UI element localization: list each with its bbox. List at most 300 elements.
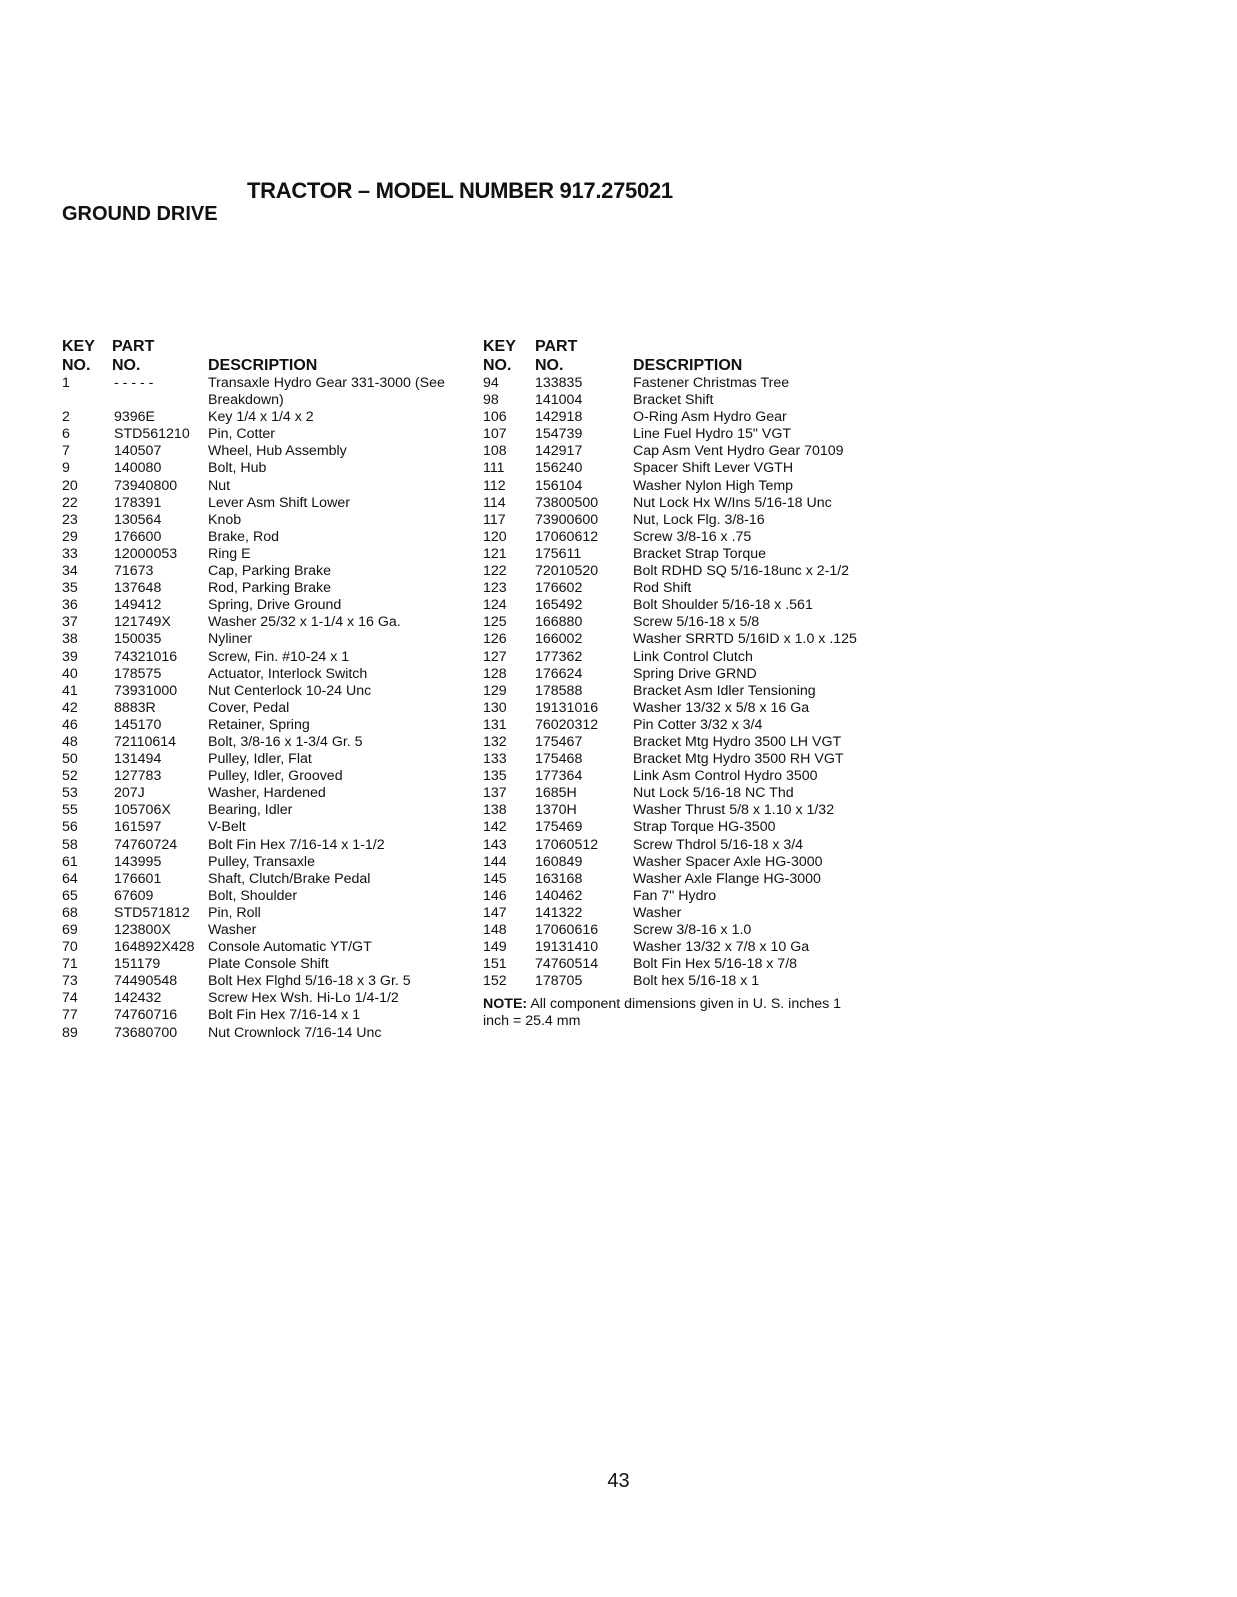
- table-row: [483, 854, 883, 871]
- part-no: 17060616: [535, 922, 599, 938]
- part-description: Screw 5/16-18 x 5/8: [633, 614, 760, 631]
- key-no: 36: [62, 597, 78, 614]
- table-row: [62, 905, 462, 922]
- part-no: 178588: [535, 682, 583, 699]
- key-no: 6: [62, 426, 70, 443]
- part-description: Bolt, Hub: [208, 460, 267, 477]
- part-no: 140507: [114, 443, 162, 460]
- column-headers: [62, 337, 462, 375]
- part-no: STD571812: [114, 904, 190, 921]
- key-no: 7: [62, 443, 70, 460]
- table-row: [62, 478, 462, 495]
- part-description: Bolt Fin Hex 7/16-14 x 1-1/2: [208, 836, 385, 853]
- table-row: [62, 751, 462, 768]
- part-no: 1685H: [535, 785, 577, 802]
- part-no: 137648: [114, 580, 162, 597]
- table-row: [62, 1025, 462, 1042]
- part-description: Ring E: [208, 545, 251, 562]
- key-no: 58: [62, 836, 78, 853]
- key-no: 22: [62, 494, 78, 511]
- key-no: 149: [483, 939, 507, 956]
- key-no: 122: [483, 563, 507, 580]
- part-description: Spring Drive GRND: [633, 665, 757, 682]
- part-no: 142918: [535, 409, 583, 426]
- key-no: 9: [62, 460, 70, 477]
- column-headers: [483, 337, 883, 375]
- part-description: Nyliner: [208, 631, 253, 648]
- table-row: [62, 717, 462, 734]
- part-description: Cap Asm Vent Hydro Gear 70109: [633, 443, 844, 460]
- part-description: Bolt RDHD SQ 5/16-18unc x 2-1/2: [633, 563, 850, 580]
- part-no: 166002: [535, 631, 583, 648]
- part-no: 160849: [535, 853, 583, 870]
- key-no: 123: [483, 580, 507, 597]
- table-row: [62, 785, 462, 802]
- table-row: [62, 990, 462, 1007]
- part-description: Washer 13/32 x 7/8 x 10 Ga: [633, 939, 810, 956]
- part-description: Knob: [208, 511, 242, 528]
- part-no: 133835: [535, 375, 583, 391]
- part-no: 156104: [535, 477, 583, 494]
- key-no: 34: [62, 563, 78, 580]
- key-no: 146: [483, 887, 507, 904]
- part-description: Fan 7" Hydro: [633, 887, 717, 904]
- part-description: Pulley, Idler, Flat: [208, 751, 312, 768]
- part-description: Lever Asm Shift Lower: [208, 494, 350, 511]
- key-no: 142: [483, 819, 507, 836]
- page-title: TRACTOR – MODEL NUMBER 917.275021: [247, 178, 673, 203]
- table-row: [483, 819, 883, 836]
- key-no: 108: [483, 443, 507, 460]
- table-row: [62, 888, 462, 905]
- part-no: 175467: [535, 733, 583, 750]
- part-description: Pulley, Transaxle: [208, 853, 315, 870]
- part-no: 130564: [114, 511, 162, 528]
- key-no: 56: [62, 819, 78, 836]
- table-row: [483, 649, 883, 666]
- key-no: 39: [62, 648, 78, 665]
- key-no: 50: [62, 751, 78, 768]
- key-no: 61: [62, 853, 78, 870]
- key-no: 132: [483, 733, 507, 750]
- table-row: [62, 512, 462, 529]
- parts-rows-right: [483, 375, 883, 990]
- part-description: Plate Console Shift: [208, 956, 329, 973]
- key-no: 42: [62, 699, 78, 716]
- part-description: Bracket Asm Idler Tensioning: [633, 682, 816, 699]
- key-no: 106: [483, 409, 507, 426]
- part-no: 163168: [535, 870, 583, 887]
- table-row: [62, 734, 462, 751]
- key-no: 73: [62, 973, 78, 990]
- parts-list-left: [62, 337, 462, 1042]
- key-no: 126: [483, 631, 507, 648]
- part-no: 8883R: [114, 699, 156, 716]
- part-description: V-Belt: [208, 819, 246, 836]
- parts-rows-left: [62, 375, 462, 1042]
- table-row: [483, 751, 883, 768]
- part-description: Washer 25/32 x 1-1/4 x 16 Ga.: [208, 614, 401, 631]
- part-no: 154739: [535, 426, 583, 443]
- part-no: 161597: [114, 819, 162, 836]
- table-row: [62, 700, 462, 717]
- table-row: [483, 666, 883, 683]
- part-description: Brake, Rod: [208, 528, 279, 545]
- part-no: 151179: [114, 956, 161, 973]
- table-row: [483, 375, 883, 392]
- key-no: 48: [62, 733, 78, 750]
- part-no: 156240: [535, 460, 583, 477]
- table-row: [62, 666, 462, 683]
- dimension-note: [483, 996, 863, 1030]
- part-no: 178575: [114, 665, 162, 682]
- table-row: [483, 700, 883, 717]
- table-row: [62, 837, 462, 854]
- table-row: [62, 922, 462, 939]
- part-no: STD561210: [114, 426, 190, 443]
- table-row: [62, 460, 462, 477]
- key-no: 151: [483, 956, 507, 973]
- key-no: 64: [62, 870, 78, 887]
- table-row: [483, 529, 883, 546]
- part-description: Bolt Shoulder 5/16-18 x .561: [633, 597, 813, 614]
- part-description: Pin, Cotter: [208, 426, 276, 443]
- key-no: 145: [483, 870, 507, 887]
- part-no: 165492: [535, 597, 583, 614]
- key-no: 129: [483, 682, 507, 699]
- key-no: 74: [62, 990, 78, 1007]
- part-no: 166880: [535, 614, 583, 631]
- part-no: 175469: [535, 819, 583, 836]
- part-description: Bracket Shift: [633, 392, 714, 409]
- part-description: Screw, Fin. #10-24 x 1: [208, 648, 350, 665]
- table-row: [62, 597, 462, 614]
- table-row: [483, 597, 883, 614]
- part-no: 9396E: [114, 409, 156, 426]
- part-description: Washer: [633, 904, 682, 921]
- part-no: 74760514: [535, 956, 599, 973]
- part-description: Rod, Parking Brake: [208, 580, 332, 597]
- part-no: 178391: [114, 494, 162, 511]
- part-no: 19131016: [535, 699, 599, 716]
- part-description: Nut Crownlock 7/16-14 Unc: [208, 1024, 382, 1041]
- key-no: 125: [483, 614, 507, 631]
- table-row: [62, 649, 462, 666]
- table-row: [62, 426, 462, 443]
- note-label: NOTE:: [483, 996, 528, 1013]
- part-no: 141322: [535, 904, 583, 921]
- part-description: Line Fuel Hydro 15" VGT: [633, 426, 792, 443]
- key-no: 33: [62, 545, 78, 562]
- part-description: Nut, Lock Flg. 3/8-16: [633, 511, 765, 528]
- table-row: [483, 717, 883, 734]
- part-no: 131494: [114, 751, 162, 768]
- part-no: 149412: [114, 597, 162, 614]
- key-no: 40: [62, 665, 78, 682]
- part-description: Washer Thrust 5/8 x 1.10 x 1/32: [633, 802, 835, 819]
- part-no: 74490548: [114, 973, 178, 990]
- table-row: [62, 802, 462, 819]
- key-no: 147: [483, 904, 507, 921]
- part-no: 19131410: [535, 939, 599, 956]
- key-no: 35: [62, 580, 78, 597]
- table-row: [483, 922, 883, 939]
- part-description: Strap Torque HG-3500: [633, 819, 776, 836]
- key-header-top: KEY: [62, 338, 95, 355]
- part-description: Bolt Fin Hex 5/16-18 x 7/8: [633, 956, 798, 973]
- part-no: 73931000: [114, 682, 178, 699]
- part-no: 176601: [114, 870, 162, 887]
- key-no: 128: [483, 665, 507, 682]
- part-description: Pin Cotter 3/32 x 3/4: [633, 716, 763, 733]
- table-row: [62, 563, 462, 580]
- part-description: Link Control Clutch: [633, 648, 753, 665]
- table-row: [483, 478, 883, 495]
- part-no: 178705: [535, 973, 583, 990]
- part-no: 67609: [114, 887, 154, 904]
- table-row: [62, 854, 462, 871]
- part-no: 123800X: [114, 922, 171, 938]
- key-no: 135: [483, 768, 507, 785]
- table-row: [483, 392, 883, 409]
- part-description: Bolt, Shoulder: [208, 887, 298, 904]
- key-no: 1: [62, 375, 70, 391]
- part-description: Screw 3/8-16 x 1.0: [633, 922, 752, 938]
- part-description: Pulley, Idler, Grooved: [208, 768, 343, 785]
- table-row: [483, 956, 883, 973]
- table-row: [483, 905, 883, 922]
- part-no: 73900600: [535, 511, 599, 528]
- part-no: 76020312: [535, 716, 599, 733]
- table-row: [483, 888, 883, 905]
- part-no: 12000053: [114, 545, 178, 562]
- part-description: Bolt, 3/8-16 x 1-3/4 Gr. 5: [208, 733, 363, 750]
- key-header-bottom: NO.: [483, 357, 512, 374]
- table-row: [483, 973, 883, 990]
- part-description: Spring, Drive Ground: [208, 597, 342, 614]
- table-row: [483, 614, 883, 631]
- table-row: [62, 443, 462, 460]
- key-no: 107: [483, 426, 507, 443]
- part-description: Washer: [208, 922, 257, 938]
- part-description: Key 1/4 x 1/4 x 2: [208, 409, 314, 426]
- key-no: 23: [62, 511, 78, 528]
- part-description: Shaft, Clutch/Brake Pedal: [208, 870, 371, 887]
- key-no: 148: [483, 922, 507, 938]
- part-description: Nut Centerlock 10-24 Unc: [208, 682, 372, 699]
- table-row: [62, 529, 462, 546]
- key-no: 70: [62, 939, 78, 956]
- key-no: 112: [483, 477, 506, 494]
- table-row: [483, 734, 883, 751]
- part-description: Retainer, Spring: [208, 716, 310, 733]
- table-row: [62, 614, 462, 631]
- part-description: Washer, Hardened: [208, 785, 326, 802]
- key-no: 38: [62, 631, 78, 648]
- key-no: 111: [483, 460, 505, 477]
- part-no: 1370H: [535, 802, 577, 819]
- table-row: [483, 837, 883, 854]
- key-header-bottom: NO.: [62, 357, 91, 374]
- key-no: 124: [483, 597, 507, 614]
- key-no: 20: [62, 477, 78, 494]
- key-no: 46: [62, 716, 78, 733]
- part-no: 141004: [535, 392, 583, 409]
- table-row: [483, 580, 883, 597]
- key-no: 89: [62, 1024, 78, 1041]
- key-no: 127: [483, 648, 507, 665]
- part-description: Screw Thdrol 5/16-18 x 3/4: [633, 836, 804, 853]
- part-description: Cover, Pedal: [208, 699, 290, 716]
- table-row: [483, 495, 883, 512]
- part-description: Screw Hex Wsh. Hi-Lo 1/4-1/2: [208, 990, 399, 1007]
- key-no: 137: [483, 785, 507, 802]
- part-description: Actuator, Interlock Switch: [208, 665, 368, 682]
- table-row: [62, 409, 462, 426]
- part-no: 140080: [114, 460, 162, 477]
- key-no: 144: [483, 853, 507, 870]
- key-no: 65: [62, 887, 78, 904]
- key-no: 121: [483, 545, 507, 562]
- part-no: 175611: [535, 545, 582, 562]
- key-no: 68: [62, 904, 78, 921]
- part-no: 164892X428: [114, 939, 195, 956]
- table-row: [62, 819, 462, 836]
- part-no: 142432: [114, 990, 162, 1007]
- key-no: 98: [483, 392, 499, 409]
- table-row: [62, 683, 462, 700]
- part-description: Fastener Christmas Tree: [633, 375, 790, 391]
- part-no: 74321016: [114, 648, 178, 665]
- key-no: 77: [62, 1007, 78, 1024]
- part-description: Pin, Roll: [208, 904, 261, 921]
- part-no: 142917: [535, 443, 583, 460]
- description-header: DESCRIPTION: [633, 357, 743, 374]
- part-no: 175468: [535, 751, 583, 768]
- part-description: Bracket Mtg Hydro 3500 LH VGT: [633, 733, 842, 750]
- part-description: Bolt Hex Flghd 5/16-18 x 3 Gr. 5: [208, 973, 411, 990]
- key-no: 2: [62, 409, 70, 426]
- part-header-bottom: NO.: [535, 357, 564, 374]
- part-description: Nut Lock 5/16-18 NC Thd: [633, 785, 794, 802]
- part-description: Console Automatic YT/GT: [208, 939, 372, 956]
- part-description: Nut Lock Hx W/Ins 5/16-18 Unc: [633, 494, 832, 511]
- part-no: 177362: [535, 648, 583, 665]
- part-no: 143995: [114, 853, 162, 870]
- table-row: [483, 871, 883, 888]
- table-row: [483, 785, 883, 802]
- note-text: All component dimensions given in U. S. inches 1 inch = 25.4 mm: [483, 996, 842, 1030]
- part-description: Bolt hex 5/16-18 x 1: [633, 973, 760, 990]
- part-description: Link Asm Control Hydro 3500: [633, 768, 818, 785]
- key-no: 69: [62, 922, 78, 938]
- key-no: 143: [483, 836, 507, 853]
- part-description: Bearing, Idler: [208, 802, 293, 819]
- key-no: 37: [62, 614, 78, 631]
- table-row: [483, 683, 883, 700]
- part-description: Spacer Shift Lever VGTH: [633, 460, 794, 477]
- part-no: 176600: [114, 528, 162, 545]
- page-number: 43: [607, 1470, 630, 1492]
- part-header-bottom: NO.: [112, 357, 141, 374]
- table-row: [483, 563, 883, 580]
- part-header-top: PART: [535, 338, 578, 355]
- part-description: Transaxle Hydro Gear 331-3000 (See Breakdown): [208, 375, 445, 409]
- part-no: 177364: [535, 768, 583, 785]
- part-no: 127783: [114, 768, 162, 785]
- table-row: [483, 768, 883, 785]
- table-row: [62, 973, 462, 990]
- part-description: Bracket Mtg Hydro 3500 RH VGT: [633, 751, 844, 768]
- part-no: 145170: [114, 716, 162, 733]
- part-no: 17060612: [535, 528, 599, 545]
- table-row: [483, 460, 883, 477]
- table-row: [62, 495, 462, 512]
- part-no: 150035: [114, 631, 162, 648]
- key-no: 29: [62, 528, 78, 545]
- table-row: [483, 802, 883, 819]
- part-description: Washer SRRTD 5/16ID x 1.0 x .125: [633, 631, 857, 648]
- part-no: 73680700: [114, 1024, 178, 1041]
- key-no: 152: [483, 973, 507, 990]
- part-no: 105706X: [114, 802, 171, 819]
- key-no: 131: [483, 716, 507, 733]
- part-header-top: PART: [112, 338, 155, 355]
- part-no: 176624: [535, 665, 583, 682]
- table-row: [483, 939, 883, 956]
- part-no: 176602: [535, 580, 583, 597]
- table-row: [62, 1007, 462, 1024]
- key-header-top: KEY: [483, 338, 516, 355]
- key-no: 41: [62, 682, 78, 699]
- key-no: 133: [483, 751, 507, 768]
- table-row: [483, 631, 883, 648]
- table-row: [62, 768, 462, 785]
- part-no: 121749X: [114, 614, 171, 631]
- part-no: 72110614: [114, 733, 177, 750]
- table-row: [483, 512, 883, 529]
- part-no: - - - - -: [114, 375, 154, 391]
- parts-list-right: [483, 337, 883, 1030]
- table-row: [62, 580, 462, 597]
- part-no: 73940800: [114, 477, 178, 494]
- part-no: 72010520: [535, 563, 599, 580]
- table-row: [483, 409, 883, 426]
- key-no: 94: [483, 375, 499, 391]
- part-description: Washer Nylon High Temp: [633, 477, 794, 494]
- table-row: [483, 546, 883, 563]
- key-no: 120: [483, 528, 507, 545]
- description-header: DESCRIPTION: [208, 357, 318, 374]
- part-no: 17060512: [535, 836, 599, 853]
- table-row: [483, 426, 883, 443]
- part-description: Bolt Fin Hex 7/16-14 x 1: [208, 1007, 361, 1024]
- key-no: 114: [483, 494, 506, 511]
- part-no: 73800500: [535, 494, 599, 511]
- part-description: Washer 13/32 x 5/8 x 16 Ga: [633, 699, 810, 716]
- table-row: [62, 631, 462, 648]
- table-row: [62, 375, 462, 409]
- key-no: 55: [62, 802, 78, 819]
- part-description: Wheel, Hub Assembly: [208, 443, 347, 460]
- part-description: Screw 3/8-16 x .75: [633, 528, 752, 545]
- part-description: Washer Spacer Axle HG-3000: [633, 853, 823, 870]
- part-description: O-Ring Asm Hydro Gear: [633, 409, 787, 426]
- part-description: Rod Shift: [633, 580, 692, 597]
- table-row: [62, 956, 462, 973]
- table-row: [483, 443, 883, 460]
- part-description: Bracket Strap Torque: [633, 545, 767, 562]
